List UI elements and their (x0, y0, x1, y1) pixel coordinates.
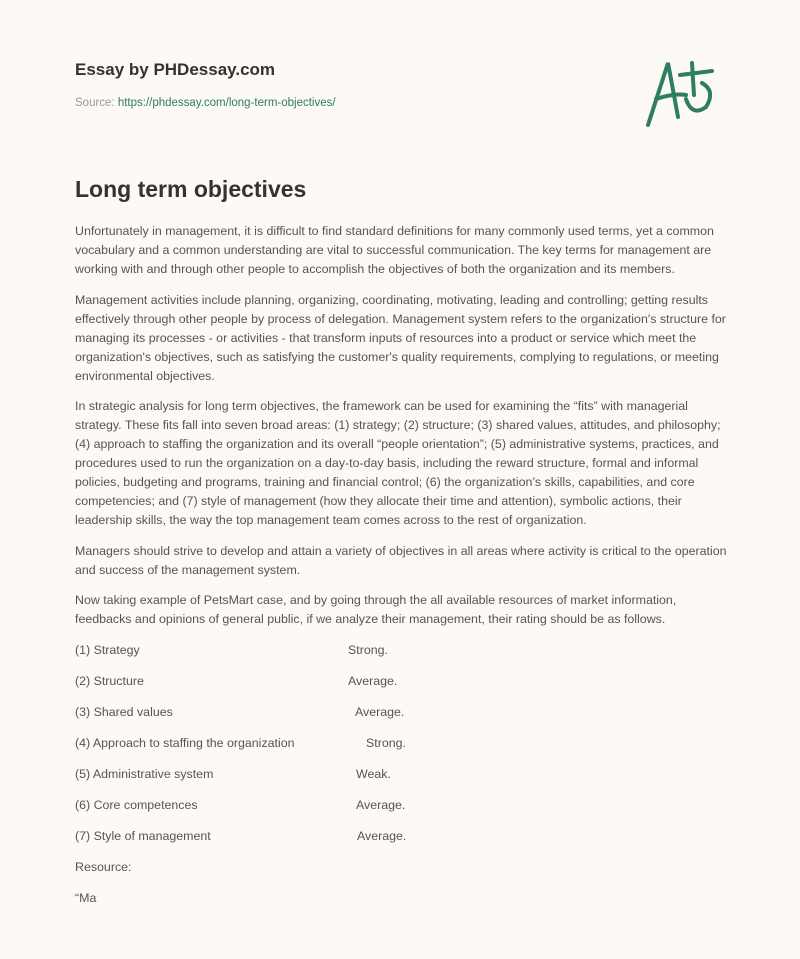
rating-value: Average. (355, 704, 405, 719)
paragraph: Now taking example of PetsMart case, and by going through the all available resources of market information, feedbacks and opinions of general public, if we analyze their management, their rating should be as follows. (75, 593, 677, 626)
rating-label: (1) Strategy (75, 642, 140, 657)
rating-row (75, 672, 727, 703)
page-title: Long term objectives (75, 176, 307, 202)
trailing-text: “Ma (75, 890, 97, 905)
rating-row (75, 796, 727, 827)
rating-row (75, 765, 727, 796)
rating-row (75, 703, 727, 734)
rating-value: Average. (356, 797, 406, 812)
paragraph: Managers should strive to develop and attain a variety of objectives in all areas where activity is critical to the operation and success of the management system. (75, 543, 727, 577)
rating-label: (5) Administrative system (75, 766, 214, 781)
essay-body (75, 222, 727, 920)
rating-label: (2) Structure (75, 673, 144, 688)
a-plus-logo-icon (640, 55, 730, 140)
rating-label: (4) Approach to staffing the organization (75, 735, 295, 750)
rating-value: Strong. (348, 642, 388, 657)
rating-row (75, 827, 727, 858)
site-brand: Essay by PHDessay.com (75, 60, 276, 79)
paragraph: Management activities include planning, organizing, coordinating, motivating, leading and controlling; getting results effectively through other people by process of delegation. Management system refers to the organization's structure for managing its processes - or activities - that transform inputs of resources into a product or service which meet the organization's objectives, such as satisfying the customer's quality requirements, complying to regulations, or meeting environmental objectives. (75, 292, 726, 383)
rating-value: Average. (357, 828, 407, 843)
source-link[interactable]: https://phdessay.com/long-term-objectives/ (117, 97, 336, 109)
rating-row (75, 734, 727, 765)
paragraph: In strategic analysis for long term objectives, the framework can be used for examining the “fits” with managerial strategy. These fits fall into seven broad areas: (1) strategy; (2) structure; (3) shared values, attitudes, and philosophy; (4) approach to staffing the organization and its overall “people orientation”; (5) administrative systems, practices, and procedures used to run the organization on a day-to-day basis, including the reward structure, formal and informal policies, budgeting and programs, training and financial control; (6) the organization’s skills, capabilities, and core competencies; and (7) style of management (how they allocate their time and attention), symbolic actions, their leadership skills, the way the top management team comes across to the rest of organization. (75, 399, 721, 527)
rating-row (75, 641, 727, 672)
rating-value: Weak. (356, 766, 391, 781)
rating-label: (7) Style of management (75, 828, 211, 843)
rating-value: Strong. (366, 735, 406, 750)
paragraph: Unfortunately in management, it is difficult to find standard definitions for many commonly used terms, yet a common vocabulary and a common understanding are vital to successful communication. The key terms for management are working with and through other people to accomplish the objectives of both the organization and its members. (75, 224, 714, 276)
rating-label: (3) Shared values (75, 704, 173, 719)
source-label: Source: (75, 97, 118, 109)
ratings-list (75, 641, 727, 920)
rating-value: Average. (348, 673, 398, 688)
resource-label: Resource: (75, 859, 132, 874)
rating-label: (6) Core competences (75, 797, 198, 812)
source-line (75, 97, 336, 109)
